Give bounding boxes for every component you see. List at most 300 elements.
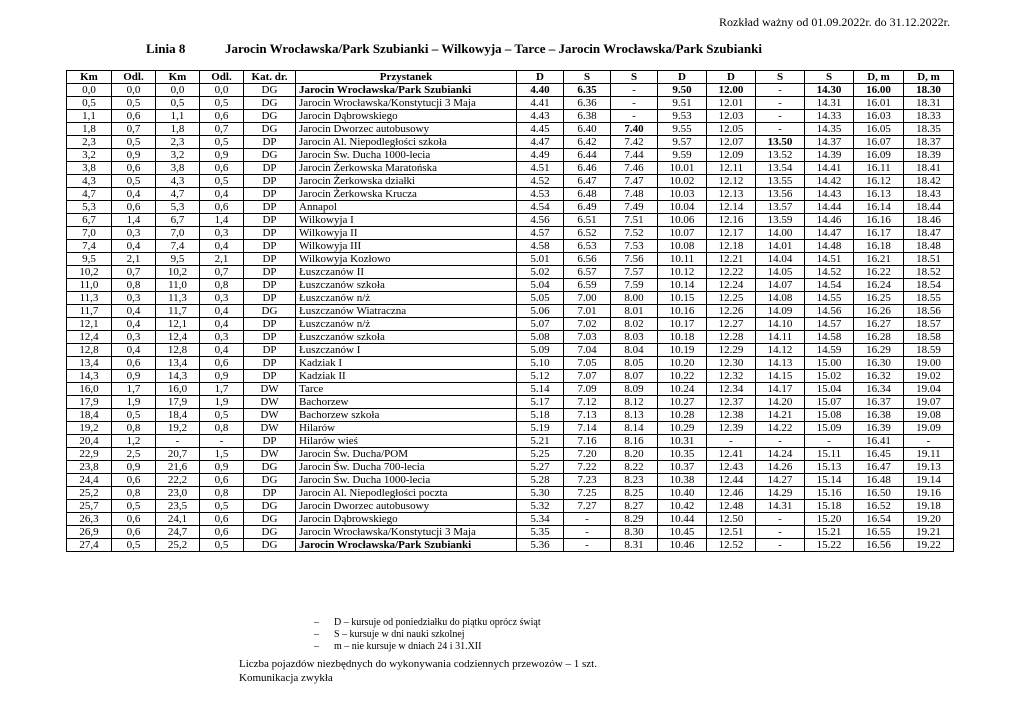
table-cell: 14.10: [756, 318, 805, 331]
table-cell: 16.32: [854, 370, 904, 383]
table-cell: 16.41: [854, 435, 904, 448]
table-cell: 15.21: [805, 526, 854, 539]
table-cell: 8.20: [611, 448, 658, 461]
table-cell: 10.19: [658, 344, 707, 357]
table-cell: -: [756, 526, 805, 539]
table-row: [67, 318, 954, 331]
table-cell: 16.34: [854, 383, 904, 396]
column-header: Odl.: [112, 71, 156, 84]
table-cell: 6.40: [564, 123, 611, 136]
table-cell: 2,3: [156, 136, 200, 149]
table-cell: 20,7: [156, 448, 200, 461]
legend-item: – D – kursuje od poniedziałku do piątku oprócz świąt: [314, 617, 541, 628]
table-cell: -: [156, 435, 200, 448]
table-cell: DP: [244, 162, 296, 175]
table-cell: 16.00: [854, 84, 904, 97]
table-cell: 5,3: [67, 201, 112, 214]
stop-name-cell: Jarocin Dworzec autobusowy: [296, 500, 517, 513]
table-cell: 5.25: [517, 448, 564, 461]
table-cell: 10.04: [658, 201, 707, 214]
table-cell: 0,4: [112, 344, 156, 357]
table-cell: 0,5: [112, 136, 156, 149]
table-cell: 12.21: [707, 253, 756, 266]
legend-text: S – kursuje w dni nauki szkolnej: [334, 629, 465, 640]
stop-name-cell: Łuszczanów Wiatraczna: [296, 305, 517, 318]
table-cell: 0,5: [200, 409, 244, 422]
table-cell: 13.56: [756, 188, 805, 201]
table-cell: 16.26: [854, 305, 904, 318]
table-cell: 5.02: [517, 266, 564, 279]
table-cell: 16.05: [854, 123, 904, 136]
table-cell: 18.46: [904, 214, 954, 227]
table-cell: 0,8: [200, 487, 244, 500]
stop-name-cell: Jarocin Dąbrowskiego: [296, 513, 517, 526]
table-cell: 1,9: [200, 396, 244, 409]
table-cell: DG: [244, 149, 296, 162]
table-cell: 16.09: [854, 149, 904, 162]
column-header: Przystanek: [296, 71, 517, 84]
table-cell: 15.16: [805, 487, 854, 500]
table-cell: 12.46: [707, 487, 756, 500]
table-cell: 6,7: [67, 214, 112, 227]
stop-name-cell: Łuszczanów I: [296, 344, 517, 357]
table-cell: 0,6: [112, 110, 156, 123]
table-cell: 25,2: [156, 539, 200, 552]
table-cell: 5.09: [517, 344, 564, 357]
table-cell: 8.25: [611, 487, 658, 500]
table-cell: 1,7: [200, 383, 244, 396]
table-row: [67, 279, 954, 292]
table-cell: 14.31: [805, 97, 854, 110]
table-cell: 0,5: [67, 97, 112, 110]
table-cell: 0,4: [112, 305, 156, 318]
table-cell: 5.10: [517, 357, 564, 370]
table-cell: 6.56: [564, 253, 611, 266]
column-header: S: [756, 71, 805, 84]
table-cell: 21,6: [156, 461, 200, 474]
table-cell: -: [564, 539, 611, 552]
table-cell: 24,4: [67, 474, 112, 487]
table-cell: 7.56: [611, 253, 658, 266]
table-cell: 25,7: [67, 500, 112, 513]
table-cell: 26,3: [67, 513, 112, 526]
table-cell: 7.16: [564, 435, 611, 448]
table-row: [67, 344, 954, 357]
table-cell: 0,6: [200, 201, 244, 214]
table-cell: 0,5: [200, 539, 244, 552]
table-cell: 7.52: [611, 227, 658, 240]
table-cell: DW: [244, 448, 296, 461]
table-cell: 0,6: [200, 513, 244, 526]
table-cell: 16.39: [854, 422, 904, 435]
stop-name-cell: Jarocin Wrocławska/Konstytucji 3 Maja: [296, 97, 517, 110]
table-cell: 0,9: [200, 370, 244, 383]
table-cell: 14.01: [756, 240, 805, 253]
table-cell: 0,5: [200, 175, 244, 188]
table-cell: 0,5: [112, 175, 156, 188]
table-cell: 13.57: [756, 201, 805, 214]
table-cell: 0,3: [112, 331, 156, 344]
table-cell: 14.12: [756, 344, 805, 357]
column-header: D, m: [904, 71, 954, 84]
legend-item: – m – nie kursuje w dniach 24 i 31.XII: [314, 641, 482, 652]
table-cell: 16.12: [854, 175, 904, 188]
table-cell: 6.51: [564, 214, 611, 227]
table-cell: 0,4: [200, 318, 244, 331]
table-cell: 8.00: [611, 292, 658, 305]
table-cell: -: [756, 435, 805, 448]
table-cell: 13.55: [756, 175, 805, 188]
table-cell: 12.50: [707, 513, 756, 526]
stop-name-cell: Jarocin Św. Ducha 700-lecia: [296, 461, 517, 474]
table-cell: DP: [244, 435, 296, 448]
table-cell: 5.08: [517, 331, 564, 344]
stop-name-cell: Łuszczanów szkoła: [296, 279, 517, 292]
table-cell: 16.16: [854, 214, 904, 227]
table-cell: DG: [244, 123, 296, 136]
table-cell: 7.05: [564, 357, 611, 370]
table-cell: DW: [244, 422, 296, 435]
table-cell: 12.03: [707, 110, 756, 123]
table-row: [67, 214, 954, 227]
table-cell: 23,0: [156, 487, 200, 500]
table-cell: 0,8: [200, 279, 244, 292]
table-cell: 0,3: [200, 292, 244, 305]
table-cell: 12.29: [707, 344, 756, 357]
table-cell: 5.04: [517, 279, 564, 292]
table-cell: 6.53: [564, 240, 611, 253]
table-cell: 0,6: [200, 474, 244, 487]
table-row: [67, 149, 954, 162]
table-cell: 16.25: [854, 292, 904, 305]
table-cell: DG: [244, 305, 296, 318]
table-cell: 5.05: [517, 292, 564, 305]
table-cell: -: [756, 539, 805, 552]
table-cell: 6.42: [564, 136, 611, 149]
table-row: [67, 370, 954, 383]
table-cell: 0,4: [200, 305, 244, 318]
table-row: [67, 110, 954, 123]
table-cell: 12.25: [707, 292, 756, 305]
table-cell: 4.53: [517, 188, 564, 201]
table-cell: 12.24: [707, 279, 756, 292]
table-cell: 10.24: [658, 383, 707, 396]
table-cell: 7.46: [611, 162, 658, 175]
table-cell: 15.13: [805, 461, 854, 474]
table-cell: 16.37: [854, 396, 904, 409]
table-cell: 14.20: [756, 396, 805, 409]
table-cell: 13.50: [756, 136, 805, 149]
table-row: [67, 136, 954, 149]
table-cell: 12.51: [707, 526, 756, 539]
table-cell: 15.22: [805, 539, 854, 552]
table-cell: 18.56: [904, 305, 954, 318]
table-cell: 7.49: [611, 201, 658, 214]
table-cell: 7.03: [564, 331, 611, 344]
table-cell: 19.08: [904, 409, 954, 422]
table-row: [67, 201, 954, 214]
table-cell: 7.02: [564, 318, 611, 331]
table-cell: 3,8: [67, 162, 112, 175]
table-cell: -: [707, 435, 756, 448]
stop-name-cell: Jarocin Wrocławska/Park Szubianki: [296, 84, 517, 97]
table-cell: 12.52: [707, 539, 756, 552]
table-cell: 7.12: [564, 396, 611, 409]
table-cell: 14.27: [756, 474, 805, 487]
table-cell: 14.39: [805, 149, 854, 162]
table-cell: 18.57: [904, 318, 954, 331]
table-cell: 0,3: [112, 292, 156, 305]
table-row: [67, 240, 954, 253]
table-row: [67, 188, 954, 201]
table-cell: 19.18: [904, 500, 954, 513]
table-row: [67, 396, 954, 409]
table-cell: 0,0: [67, 84, 112, 97]
legend: [314, 617, 541, 653]
column-header: Km: [156, 71, 200, 84]
table-cell: 0,3: [200, 331, 244, 344]
table-cell: 0,4: [112, 318, 156, 331]
table-cell: 4.58: [517, 240, 564, 253]
table-cell: 19,2: [156, 422, 200, 435]
table-cell: 7.57: [611, 266, 658, 279]
table-cell: 11,7: [156, 305, 200, 318]
table-cell: 19.00: [904, 357, 954, 370]
stop-name-cell: Łuszczanów II: [296, 266, 517, 279]
table-cell: 15.02: [805, 370, 854, 383]
table-cell: 2,3: [67, 136, 112, 149]
table-cell: -: [611, 84, 658, 97]
table-cell: 14.17: [756, 383, 805, 396]
table-cell: 14.44: [805, 201, 854, 214]
table-cell: 16.28: [854, 331, 904, 344]
table-cell: 16.17: [854, 227, 904, 240]
table-cell: 14.42: [805, 175, 854, 188]
table-cell: 10.12: [658, 266, 707, 279]
table-cell: 8.03: [611, 331, 658, 344]
table-cell: 7,0: [156, 227, 200, 240]
table-cell: 5.27: [517, 461, 564, 474]
table-cell: 6.49: [564, 201, 611, 214]
notes: [239, 657, 597, 685]
table-cell: 0,8: [112, 279, 156, 292]
table-cell: 18.55: [904, 292, 954, 305]
table-cell: 6.46: [564, 162, 611, 175]
table-cell: 8.27: [611, 500, 658, 513]
table-cell: 0,5: [112, 500, 156, 513]
table-cell: 5.30: [517, 487, 564, 500]
table-cell: 16.54: [854, 513, 904, 526]
table-cell: DG: [244, 513, 296, 526]
table-cell: 16.38: [854, 409, 904, 422]
table-cell: 6.48: [564, 188, 611, 201]
table-cell: 25,2: [67, 487, 112, 500]
table-cell: 7,4: [156, 240, 200, 253]
table-cell: 0,6: [200, 357, 244, 370]
table-row: [67, 331, 954, 344]
stop-name-cell: Jarocin Żerkowska działki: [296, 175, 517, 188]
table-cell: 12.28: [707, 331, 756, 344]
table-cell: 12,8: [156, 344, 200, 357]
table-cell: 16.55: [854, 526, 904, 539]
table-cell: 19.04: [904, 383, 954, 396]
table-cell: 14.26: [756, 461, 805, 474]
table-cell: -: [611, 110, 658, 123]
timetable-body: [67, 84, 954, 552]
table-cell: 4.43: [517, 110, 564, 123]
column-header: S: [805, 71, 854, 84]
table-cell: 11,0: [67, 279, 112, 292]
stop-name-cell: Jarocin Wrocławska/Park Szubianki: [296, 539, 517, 552]
table-cell: 0,9: [112, 370, 156, 383]
table-cell: 14.37: [805, 136, 854, 149]
table-cell: 5.01: [517, 253, 564, 266]
stop-name-cell: Łuszczanów n/ż: [296, 318, 517, 331]
table-cell: 14.30: [805, 84, 854, 97]
table-cell: 16.01: [854, 97, 904, 110]
timetable: [66, 70, 954, 552]
table-cell: 7.53: [611, 240, 658, 253]
table-cell: 18.48: [904, 240, 954, 253]
table-cell: -: [564, 526, 611, 539]
table-cell: 7.22: [564, 461, 611, 474]
table-cell: 0,6: [112, 474, 156, 487]
table-cell: 0,6: [112, 201, 156, 214]
table-cell: 16.14: [854, 201, 904, 214]
table-cell: 3,2: [67, 149, 112, 162]
table-cell: 4,7: [156, 188, 200, 201]
table-cell: 14.08: [756, 292, 805, 305]
table-cell: 12.09: [707, 149, 756, 162]
table-cell: 9.57: [658, 136, 707, 149]
table-cell: 16,0: [156, 383, 200, 396]
table-row: [67, 227, 954, 240]
table-cell: 0,6: [112, 162, 156, 175]
table-cell: 14.58: [805, 331, 854, 344]
table-cell: 0,6: [200, 110, 244, 123]
table-cell: 12.16: [707, 214, 756, 227]
table-cell: 16.50: [854, 487, 904, 500]
table-cell: 0,6: [200, 526, 244, 539]
table-cell: 19,2: [67, 422, 112, 435]
table-cell: -: [200, 435, 244, 448]
table-cell: 8.09: [611, 383, 658, 396]
table-cell: -: [611, 97, 658, 110]
stop-name-cell: Jarocin Św. Ducha 1000-lecia: [296, 149, 517, 162]
table-cell: 16,0: [67, 383, 112, 396]
table-cell: 14,3: [67, 370, 112, 383]
table-cell: 10,2: [156, 266, 200, 279]
table-cell: 14.46: [805, 214, 854, 227]
table-row: [67, 97, 954, 110]
table-cell: 14.13: [756, 357, 805, 370]
table-cell: 18.35: [904, 123, 954, 136]
table-cell: 1,9: [112, 396, 156, 409]
table-cell: 0,4: [200, 344, 244, 357]
table-cell: 7.04: [564, 344, 611, 357]
table-cell: 14.29: [756, 487, 805, 500]
table-cell: 7.01: [564, 305, 611, 318]
table-cell: 4.51: [517, 162, 564, 175]
table-cell: 0,7: [200, 266, 244, 279]
table-cell: 18.52: [904, 266, 954, 279]
column-header: D: [517, 71, 564, 84]
table-row: [67, 305, 954, 318]
table-cell: 1,2: [112, 435, 156, 448]
table-cell: 24,7: [156, 526, 200, 539]
table-cell: DG: [244, 461, 296, 474]
table-cell: 14.57: [805, 318, 854, 331]
table-cell: 13.59: [756, 214, 805, 227]
table-row: [67, 162, 954, 175]
table-cell: 18.54: [904, 279, 954, 292]
table-cell: 12.00: [707, 84, 756, 97]
table-cell: 6.44: [564, 149, 611, 162]
table-cell: 18,4: [67, 409, 112, 422]
column-header: Odl.: [200, 71, 244, 84]
table-cell: 4,7: [67, 188, 112, 201]
table-cell: 9,5: [156, 253, 200, 266]
table-cell: 3,8: [156, 162, 200, 175]
table-cell: 8.01: [611, 305, 658, 318]
table-cell: -: [805, 435, 854, 448]
table-cell: 4.45: [517, 123, 564, 136]
table-row: [67, 435, 954, 448]
table-cell: 18,4: [156, 409, 200, 422]
stop-name-cell: Hilarów wieś: [296, 435, 517, 448]
table-cell: DP: [244, 214, 296, 227]
table-cell: 19.21: [904, 526, 954, 539]
table-cell: 15.18: [805, 500, 854, 513]
table-cell: 5.12: [517, 370, 564, 383]
table-cell: 15.07: [805, 396, 854, 409]
table-cell: 12,1: [156, 318, 200, 331]
table-cell: 18.43: [904, 188, 954, 201]
table-cell: 14,3: [156, 370, 200, 383]
table-cell: 10.28: [658, 409, 707, 422]
table-cell: 10.46: [658, 539, 707, 552]
table-cell: 12.26: [707, 305, 756, 318]
table-cell: 12.34: [707, 383, 756, 396]
table-cell: 15.11: [805, 448, 854, 461]
table-cell: 16.13: [854, 188, 904, 201]
table-cell: -: [756, 123, 805, 136]
service-type-note: Komunikacja zwykła: [239, 672, 333, 684]
table-cell: DG: [244, 474, 296, 487]
table-cell: 7.20: [564, 448, 611, 461]
table-cell: 7.13: [564, 409, 611, 422]
table-cell: 19.09: [904, 422, 954, 435]
stop-name-cell: Łuszczanów n/ż: [296, 292, 517, 305]
table-cell: -: [756, 110, 805, 123]
table-cell: 19.07: [904, 396, 954, 409]
table-cell: 16.27: [854, 318, 904, 331]
table-cell: 16.24: [854, 279, 904, 292]
table-row: [67, 487, 954, 500]
table-cell: 4.40: [517, 84, 564, 97]
table-cell: 10.14: [658, 279, 707, 292]
table-cell: 4.54: [517, 201, 564, 214]
table-cell: 14.09: [756, 305, 805, 318]
table-cell: DP: [244, 136, 296, 149]
table-cell: 8.12: [611, 396, 658, 409]
stop-name-cell: Jarocin Al. Niepodległości szkoła: [296, 136, 517, 149]
table-cell: 10.07: [658, 227, 707, 240]
table-cell: 15.08: [805, 409, 854, 422]
table-cell: -: [756, 84, 805, 97]
table-cell: 1,4: [112, 214, 156, 227]
stop-name-cell: Jarocin Dworzec autobusowy: [296, 123, 517, 136]
